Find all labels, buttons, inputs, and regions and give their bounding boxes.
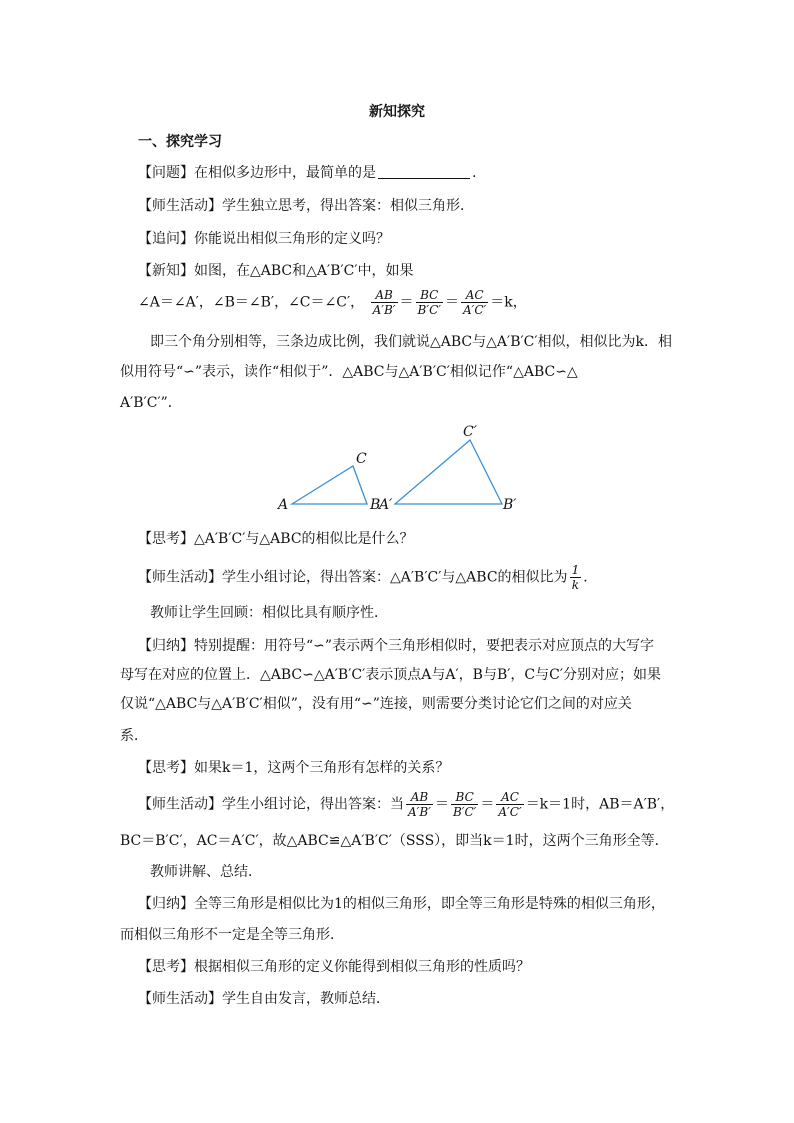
label-c-prime: C′: [463, 424, 477, 440]
tag: 【新知】: [138, 263, 194, 279]
tag: 【师生活动】: [138, 796, 222, 813]
text: 学生独立思考，得出答案：相似三角形．: [222, 198, 474, 214]
label-b: B: [370, 497, 381, 513]
text: 在相似多边形中，最简单的是: [194, 165, 376, 181]
tag: 【问题】: [138, 165, 194, 181]
text: 根据相似三角形的定义你能得到相似三角形的性质吗？: [194, 959, 530, 975]
definition-formula: ∠A＝∠A′，∠B＝∠B′，∠C＝∠C′， $\frac{AB}{A'B'}$ ＝ $\frac{BC}{B'C'}$ ＝ $\frac{AC}{A'C'}$ ＝k，: [138, 288, 527, 317]
activity-line: [138, 196, 474, 216]
question-line: [138, 163, 476, 183]
label-c: C: [356, 451, 367, 467]
label-a: A: [278, 497, 289, 513]
paragraph-line: 母写在对应的位置上．△ABC∽△A′B′C′表示顶点A与A′，B与B′，C与C′分别对应；如果: [120, 667, 662, 683]
text: 学生小组讨论，得出答案：当: [222, 796, 404, 813]
label-a-prime: A′: [379, 497, 393, 513]
tag: 【追问】: [138, 231, 194, 247]
activity-line: [138, 989, 390, 1009]
text: 学生自由发言，教师总结．: [222, 991, 390, 1007]
tag: 【思考】: [138, 531, 194, 547]
text: 全等三角形是相似比为1的相似三角形，即全等三角形是特殊的相似三角形，: [194, 896, 665, 912]
fraction-ac: $\frac{AC}{A'C'}$: [498, 790, 522, 819]
tag: 【师生活动】: [138, 991, 222, 1007]
tag: 【思考】: [138, 760, 194, 776]
tag: 【归纳】: [138, 638, 194, 654]
page-title: 新知探究: [369, 104, 425, 120]
text: 你能说出相似三角形的定义吗？: [194, 231, 390, 247]
new-knowledge-line: [138, 261, 414, 281]
activity-line: 【师生活动】学生小组讨论，得出答案：当 $\frac{AB}{A'B'}$ ＝ $\frac{BC}{B'C'}$ ＝ $\frac{AC}{A'C'}$ ＝k＝1时，AB＝A′B′，: [138, 790, 675, 819]
text: 如图，在△ABC和△A′B′C′中，如果: [194, 263, 414, 279]
large-triangle: [395, 440, 502, 504]
answer-blank: [378, 164, 470, 179]
label-b-prime: B′: [503, 497, 517, 513]
paragraph-line: 似用符号“∽”表示，读作“相似于”．△ABC与△A′B′C′相似记作“△ABC∽△: [120, 364, 578, 380]
summary-line: [138, 894, 665, 914]
think-line: [138, 758, 449, 778]
fraction-bc: $\frac{BC}{B'C'}$: [452, 790, 477, 819]
text: △A′B′C′与△ABC的相似比是什么？: [194, 531, 414, 547]
fraction-ab: $\frac{AB}{A'B'}$: [372, 288, 396, 317]
activity-line: 【师生活动】学生小组讨论，得出答案：△A′B′C′与△ABC的相似比为 $\frac{1}{k}$ ．: [138, 563, 598, 592]
section-heading: 一、探究学习: [138, 134, 222, 150]
followup-line: [138, 229, 390, 249]
tag: 【师生活动】: [138, 198, 222, 214]
summary-line: [138, 636, 654, 656]
small-triangle: [292, 466, 367, 504]
think-line: [138, 957, 530, 977]
paragraph-line: 教师讲解、总结．: [150, 864, 262, 880]
fraction-ac: $\frac{AC}{A'C'}$: [462, 288, 487, 317]
paragraph-line: 系．: [120, 728, 148, 744]
fraction-bc: $\frac{BC}{B'C'}$: [417, 288, 441, 317]
think-line: [138, 529, 414, 549]
similar-triangles-figure: [270, 422, 530, 517]
fraction-ab: $\frac{AB}{A'B'}$: [408, 790, 431, 819]
paragraph-line: BC＝B′C′，AC＝A′C′，故△ABC≌△A′B′C′（SSS），即当k＝1时，这两个三角形全等．: [120, 833, 669, 849]
tag: 【归纳】: [138, 896, 194, 912]
tag: 【思考】: [138, 959, 194, 975]
fraction-inverse-k: $\frac{1}{k}$: [571, 563, 580, 592]
paragraph-line: A′B′C′”．: [120, 395, 182, 411]
tag: 【师生活动】: [138, 569, 222, 586]
period: .: [472, 165, 477, 181]
text: 特别提醒：用符号“∽”表示两个三角形相似时，要把表示对应顶点的大写字: [194, 638, 655, 654]
paragraph-line: 而相似三角形不一定是全等三角形．: [120, 927, 344, 943]
paragraph-line: 教师让学生回顾：相似比具有顺序性．: [150, 605, 388, 621]
text: 如果k＝1，这两个三角形有怎样的关系？: [194, 760, 450, 776]
angles: ∠A＝∠A′，∠B＝∠B′，∠C＝∠C′，: [138, 294, 365, 311]
text: 学生小组讨论，得出答案：△A′B′C′与△ABC的相似比为: [222, 569, 568, 586]
paragraph-line: 仅说“△ABC与△A′B′C′相似”，没有用“∽”连接，则需要分类讨论它们之间的对应关: [120, 696, 632, 712]
paragraph-line: 即三个角分别相等，三条边成比例，我们就说△ABC与△A′B′C′相似，相似比为k．相: [150, 334, 673, 350]
